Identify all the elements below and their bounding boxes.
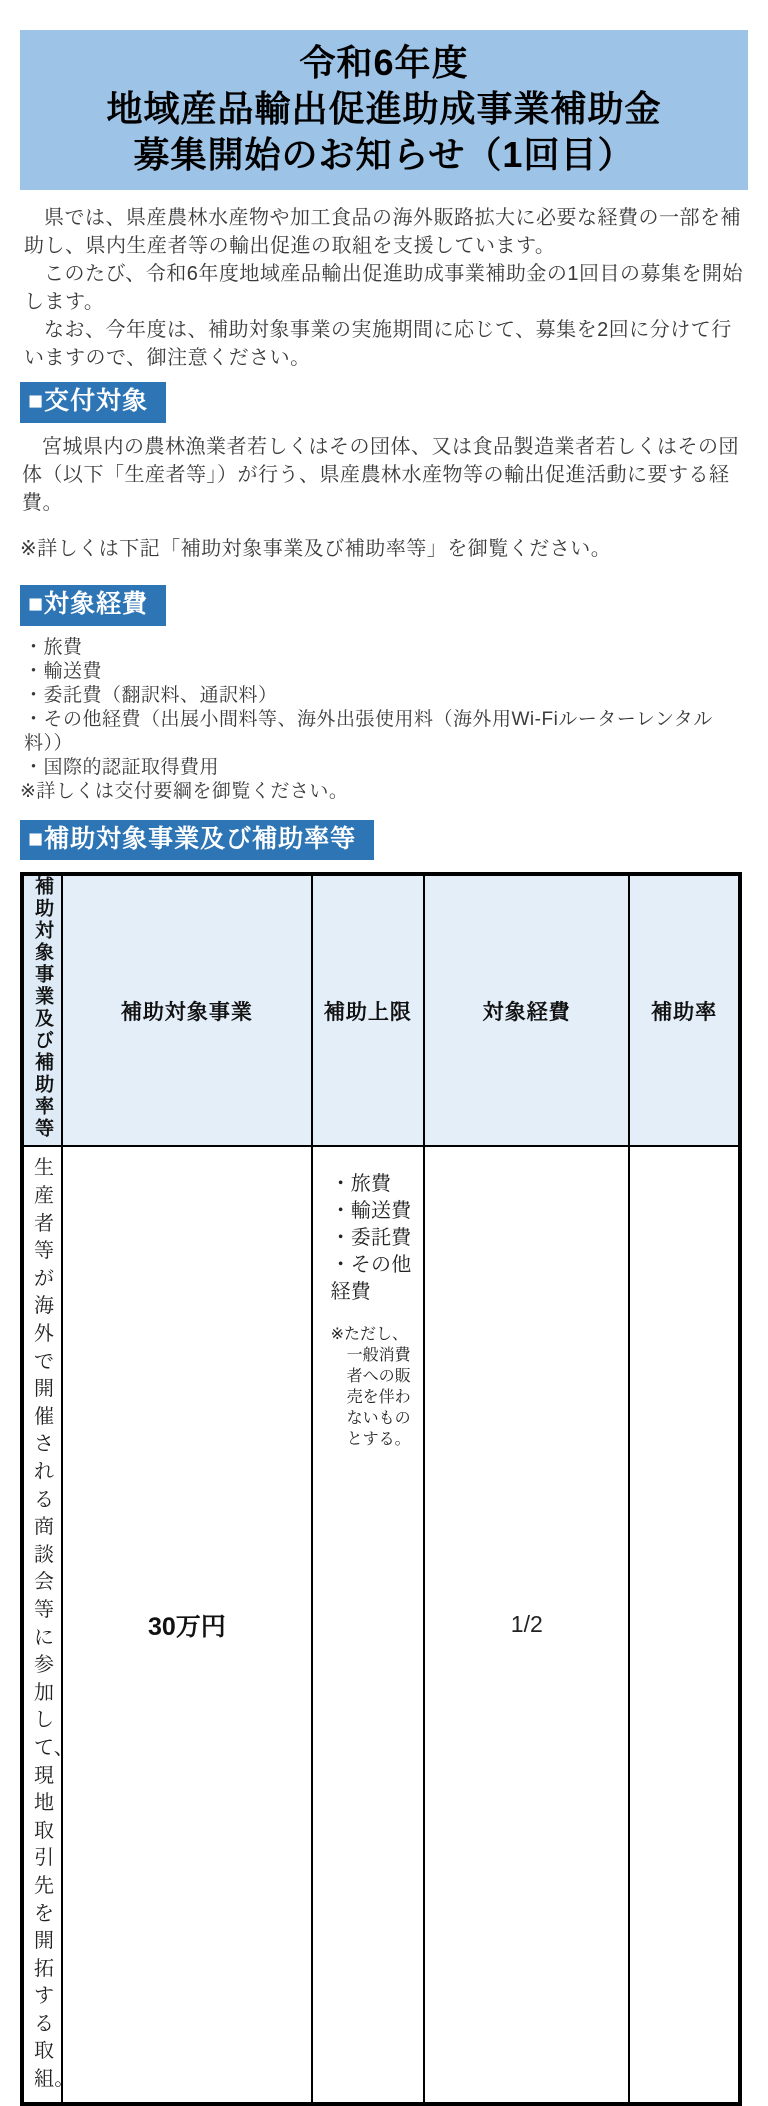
grant-target-body: 宮城県内の農林漁業者若しくはその団体、又は食品製造業者若しくはその団体（以下「生産者等」）が行う、県産農林水産物等の輸出促進活動に要する経費。 [22, 435, 739, 514]
cell-eligible-expenses [312, 1146, 425, 2103]
cell-business-description: 生産者等が海外で開催される商談会等に参加して、現地取引先を開拓する取組。 [22, 1146, 62, 2103]
eligible-expenses-list [24, 636, 748, 780]
grant-target-badge: ■交付対象 [20, 382, 166, 423]
eligible-expenses-note: ※詳しくは交付要綱を御覧ください。 [20, 780, 349, 802]
cell-expense-item: ・旅費 [330, 1173, 392, 1196]
cell-subsidy-limit: 30万円 [62, 1146, 311, 2103]
table-header-row [22, 874, 740, 1146]
section-subsidy-table [20, 820, 748, 2106]
table-group-label-cell [22, 874, 62, 1146]
expense-list-item: ・その他経費（出展小間料等、海外出張使用料（海外用Wi-Fiルーターレンタル料）） [24, 708, 713, 754]
intro-block [24, 204, 744, 372]
cell-subsidy-rate: 1/2 [424, 1146, 629, 2103]
section-grant-target [20, 382, 748, 563]
cell-expense-item: ・輸送費 [330, 1200, 412, 1223]
eligible-expenses-badge: ■対象経費 [20, 585, 166, 626]
cell-expense-note: ※ただし、一般消費者への販売を伴わないものとする。 [330, 1326, 411, 1449]
table-header-business: 補助対象事業 [62, 874, 311, 1146]
title-line-program: 地域産品輸出促進助成事業補助金 [106, 88, 662, 130]
intro-paragraph-2: このたび、令和6年度地域産品輸出促進助成事業補助金の1回目の募集を開始します。 [24, 263, 743, 314]
expense-list-item: ・輸送費 [24, 660, 103, 682]
table-header-limit: 補助上限 [312, 874, 425, 1146]
table-header-expenses: 対象経費 [424, 874, 629, 1146]
table-row [22, 1146, 740, 2103]
cell-expense-item: ・委託費 [330, 1227, 412, 1250]
subsidy-table-badge: ■補助対象事業及び補助率等 [20, 820, 374, 861]
expense-list-item: ・国際的認証取得費用 [24, 756, 220, 778]
section-eligible-expenses [20, 585, 748, 804]
subsidy-table [20, 872, 742, 2105]
intro-paragraph-3: なお、今年度は、補助対象事業の実施期間に応じて、募集を2回に分けて行いますので、御注意ください。 [24, 319, 732, 370]
table-header-rate: 補助率 [629, 874, 740, 1146]
title-line-announcement: 募集開始のお知らせ（1回目） [133, 134, 635, 176]
expense-list-item: ・委託費（翻訳料、通訳料） [24, 684, 278, 706]
title-line-year: 令和6年度 [299, 42, 469, 83]
grant-target-note: ※詳しくは下記「補助対象事業及び補助率等」を御覧ください。 [20, 537, 612, 560]
intro-paragraph-1: 県では、県産農林水産物や加工食品の海外販路拡大に必要な経費の一部を補助し、県内生産者等の輸出促進の取組を支援しています。 [24, 207, 741, 258]
title-banner [20, 30, 748, 190]
expense-list-item: ・旅費 [24, 636, 83, 658]
cell-expense-item: ・その他経費 [330, 1254, 412, 1304]
table-group-label: 補助対象事業及び補助率等 [32, 876, 54, 1141]
